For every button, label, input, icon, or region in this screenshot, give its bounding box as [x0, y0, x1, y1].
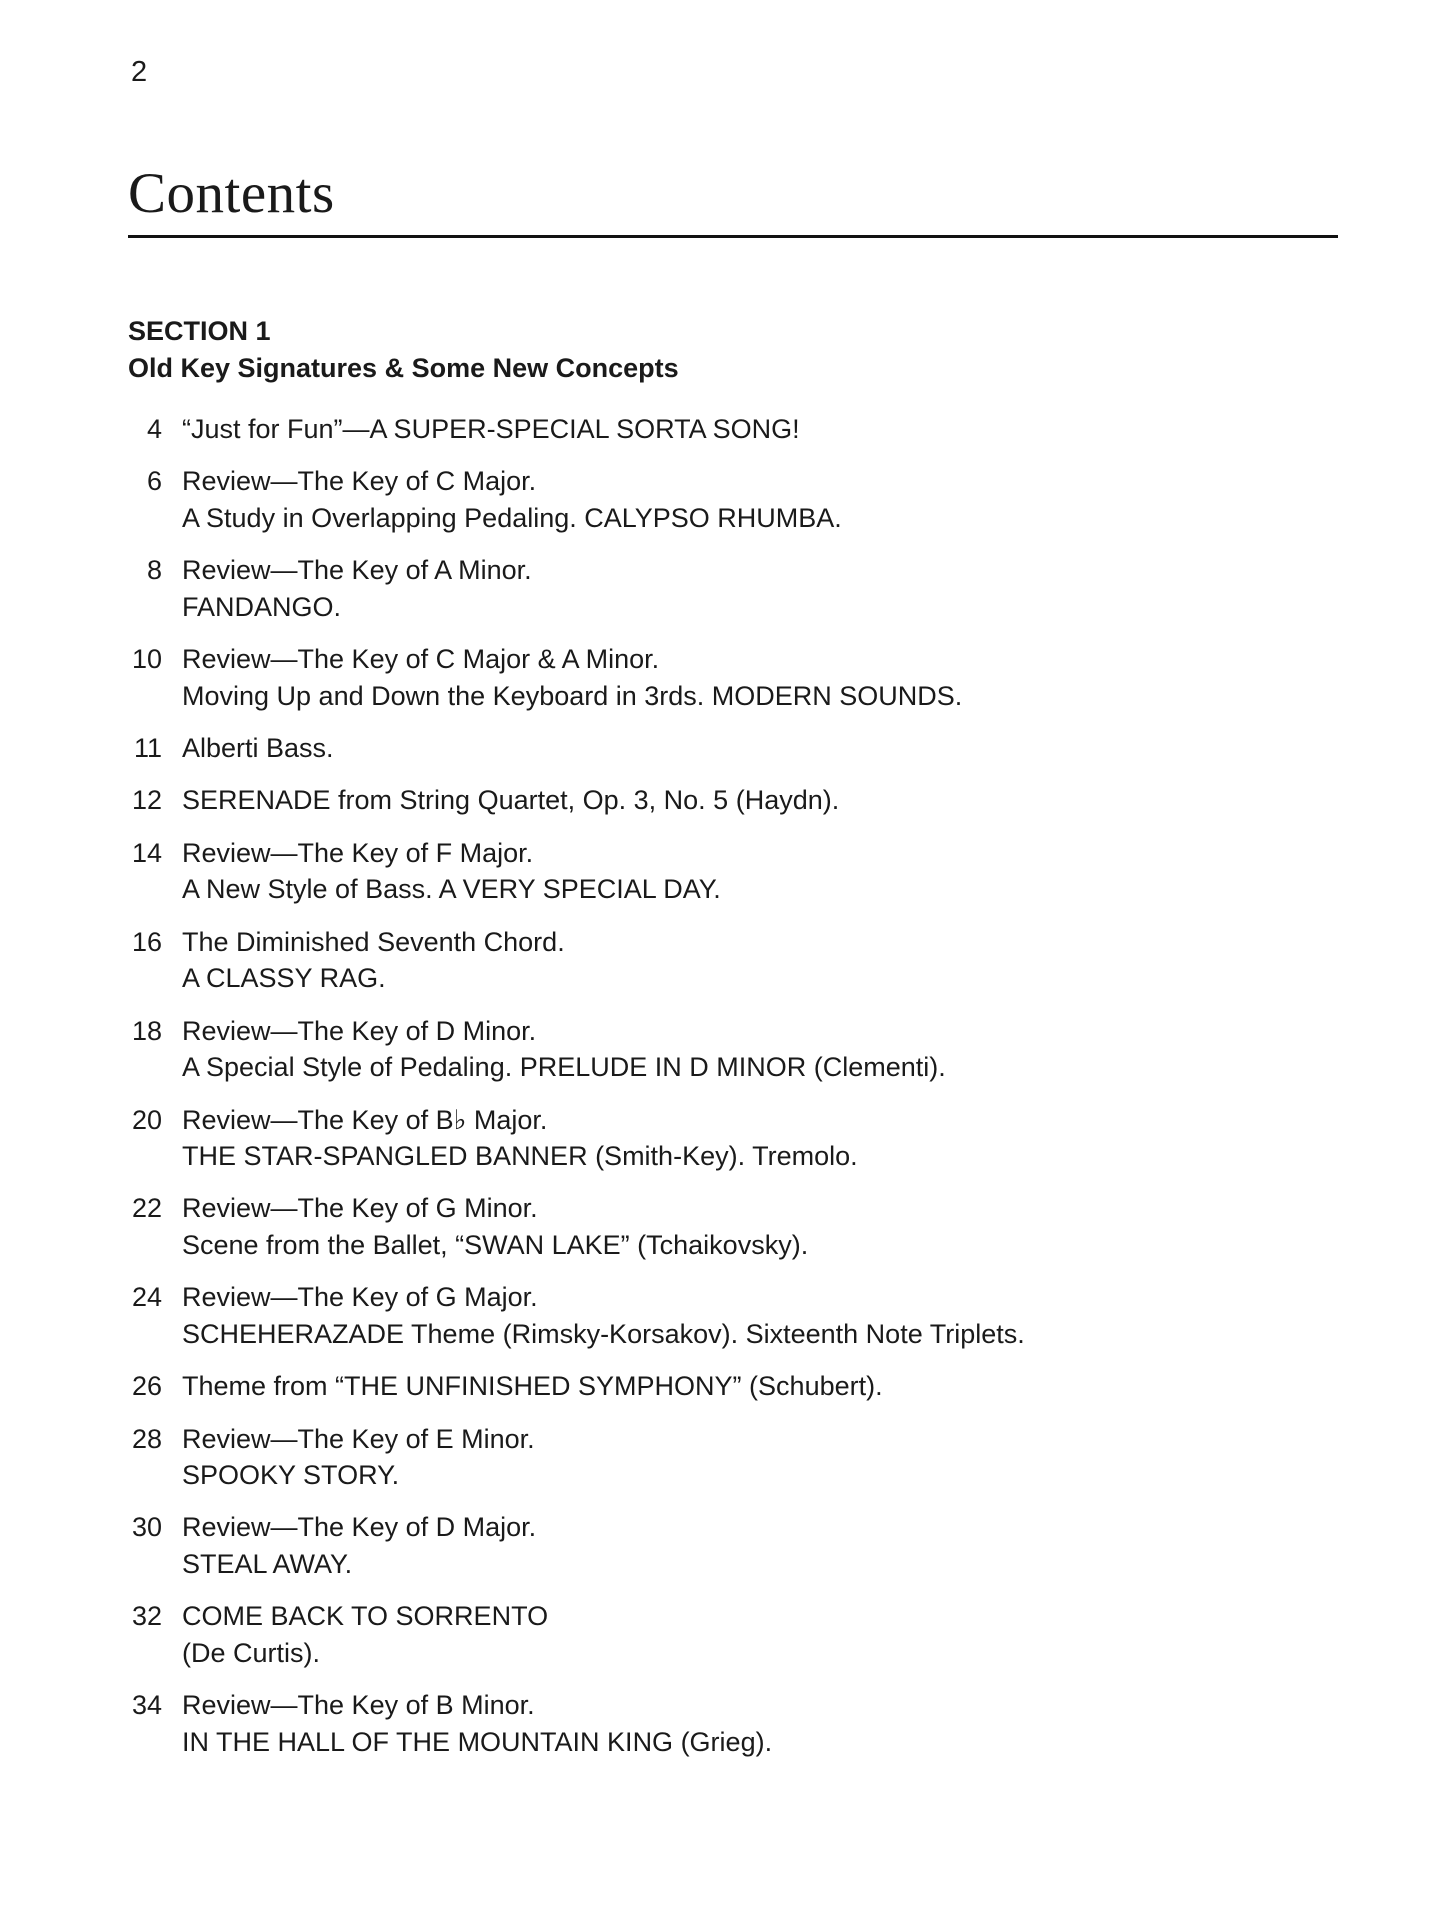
toc-entry [128, 730, 1308, 767]
toc-entry-line: Review—The Key of C Major & A Minor. [182, 644, 660, 675]
toc-page-number: 8 [146, 555, 162, 586]
toc-entry-text [162, 552, 532, 625]
toc-page-number: 28 [131, 1423, 162, 1454]
toc-entry [128, 1687, 1308, 1760]
toc-entry [128, 1190, 1308, 1263]
toc-page-number: 32 [131, 1601, 162, 1632]
toc-entry-line: (De Curtis). [182, 1637, 321, 1668]
toc-entry [128, 1102, 1308, 1175]
toc-entry-line: THE STAR-SPANGLED BANNER (Smith-Key). Tremolo. [182, 1141, 858, 1172]
toc-entry [128, 1013, 1308, 1086]
toc-entry-text [162, 730, 334, 767]
toc-entry-line: SERENADE from String Quartet, Op. 3, No. 5 (Haydn). [182, 785, 840, 816]
page-number: 2 [131, 56, 148, 88]
toc-page-number: 18 [131, 1015, 162, 1046]
toc-entry [128, 641, 1308, 714]
toc-entry-line: STEAL AWAY. [182, 1548, 353, 1579]
toc-entry-line: “Just for Fun”—A SUPER-SPECIAL SORTA SONG! [182, 414, 800, 444]
toc-entry-text [162, 641, 962, 714]
toc-entry-text [162, 1598, 548, 1671]
toc-entry-text [162, 1279, 1025, 1352]
toc-entry [128, 1509, 1308, 1582]
toc-page-number: 11 [133, 733, 162, 764]
toc-entry-line: Review—The Key of B♭ Major. [182, 1104, 548, 1135]
toc-entry-text [162, 1509, 536, 1582]
toc-page-number: 16 [131, 926, 162, 957]
toc-entry-text [162, 1687, 772, 1760]
toc-entry-line: IN THE HALL OF THE MOUNTAIN KING (Grieg). [182, 1726, 773, 1757]
toc-page-number: 10 [131, 644, 162, 675]
toc-entry-text [162, 1421, 535, 1494]
toc-entry-text [162, 1102, 858, 1175]
toc-page-number: 34 [131, 1690, 162, 1721]
toc-entry-line: Theme from “THE UNFINISHED SYMPHONY” (Schubert). [182, 1371, 883, 1402]
section-header [128, 313, 679, 387]
toc-entry-text [162, 1190, 808, 1263]
toc-page-number: 22 [131, 1193, 162, 1224]
toc-entry-text [162, 924, 565, 997]
toc-entry [128, 1598, 1308, 1671]
toc-entry-line: Review—The Key of E Minor. [182, 1423, 535, 1454]
toc-entry-line: SCHEHERAZADE Theme (Rimsky-Korsakov). Sixteenth Note Triplets. [182, 1318, 1025, 1349]
toc-entry [128, 1279, 1308, 1352]
toc-page-number: 24 [131, 1282, 162, 1313]
toc-page-number: 14 [131, 837, 162, 868]
toc-page-number: 6 [146, 466, 162, 497]
toc-entry-line: Scene from the Ballet, “SWAN LAKE” (Tchaikovsky). [182, 1229, 809, 1260]
toc-entry [128, 782, 1308, 819]
toc-entry-line: A New Style of Bass. A VERY SPECIAL DAY. [182, 874, 721, 905]
toc-entry-line: The Diminished Seventh Chord. [182, 926, 565, 957]
toc-entry-line: A Study in Overlapping Pedaling. CALYPSO RHUMBA. [182, 502, 842, 533]
toc-entry-line: FANDANGO. [182, 591, 342, 622]
toc-entry-line: Review—The Key of C Major. [182, 466, 537, 497]
toc-entry-line: SPOOKY STORY. [182, 1460, 400, 1491]
toc-entry-line: COME BACK TO SORRENTO [182, 1601, 549, 1632]
toc-page-number: 26 [131, 1371, 162, 1402]
toc-entry-text [162, 835, 721, 908]
toc-entry [128, 411, 1308, 448]
toc-entry [128, 463, 1308, 536]
toc-page-number: 4 [146, 414, 162, 444]
toc-entry-line: Review—The Key of G Major. [182, 1282, 538, 1313]
toc-entry-line: Review—The Key of F Major. [182, 837, 534, 868]
page-title: Contents [128, 162, 335, 225]
toc-entry-line: Moving Up and Down the Keyboard in 3rds. MODERN SOUNDS. [182, 680, 963, 711]
title-divider [128, 235, 1338, 238]
toc-entry-line: A CLASSY RAG. [182, 963, 386, 994]
toc-entry-text [162, 1013, 946, 1086]
toc-entry-line: Review—The Key of G Minor. [182, 1193, 538, 1224]
toc-entry [128, 1368, 1308, 1405]
toc-page-number: 20 [131, 1104, 162, 1135]
toc-entry [128, 835, 1308, 908]
toc-entry-line: Review—The Key of D Minor. [182, 1015, 537, 1046]
toc-page-number: 12 [131, 785, 162, 816]
section-label: SECTION 1 [128, 316, 271, 346]
toc-entry-text [162, 463, 842, 536]
toc-entry-line: Review—The Key of B Minor. [182, 1690, 535, 1721]
toc-entry-text [162, 411, 800, 448]
toc-entry-line: A Special Style of Pedaling. PRELUDE IN D MINOR (Clementi). [182, 1052, 946, 1083]
toc-entry [128, 552, 1308, 625]
toc-entry-line: Review—The Key of A Minor. [182, 555, 532, 586]
toc-entry-line: Alberti Bass. [182, 733, 334, 764]
table-of-contents [128, 411, 1308, 1776]
toc-entry [128, 1421, 1308, 1494]
toc-entry-line: Review—The Key of D Major. [182, 1512, 537, 1543]
toc-entry-text [162, 782, 839, 819]
toc-entry [128, 924, 1308, 997]
toc-entry-text [162, 1368, 883, 1405]
section-subtitle: Old Key Signatures & Some New Concepts [128, 353, 679, 383]
toc-page-number: 30 [131, 1512, 162, 1543]
